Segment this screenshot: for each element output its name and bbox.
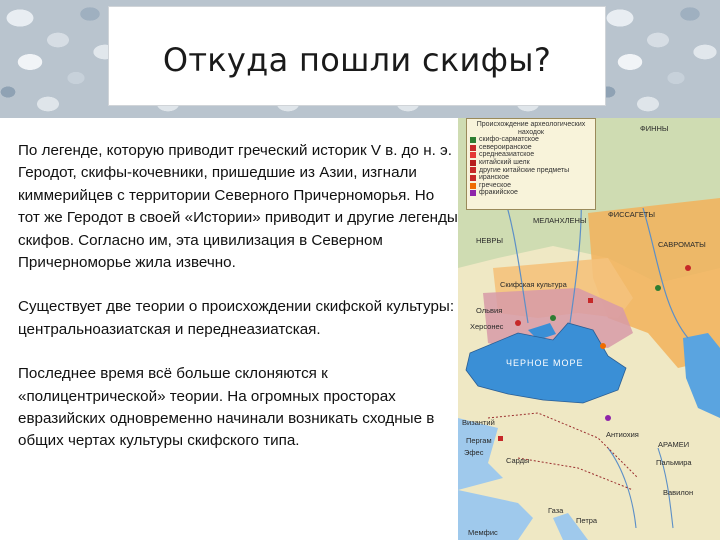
legend-item bbox=[470, 159, 592, 167]
map-place-label: Эфес bbox=[464, 448, 484, 457]
legend-item-label: китайский шелк bbox=[479, 158, 530, 166]
historical-map bbox=[458, 118, 720, 540]
map-place-label: ЧЕРНОЕ МОРЕ bbox=[506, 358, 584, 368]
legend-item-label: среднеазиатское bbox=[479, 151, 535, 159]
legend-symbol-icon bbox=[470, 160, 476, 166]
legend-item-label: скифо-сарматское bbox=[479, 136, 539, 144]
legend-symbol-icon bbox=[470, 190, 476, 196]
body-text bbox=[18, 140, 458, 475]
legend-symbol-icon bbox=[470, 175, 476, 181]
map-place-label: НЕВРЫ bbox=[476, 236, 504, 245]
title-box bbox=[108, 6, 606, 106]
legend-symbol-icon bbox=[470, 167, 476, 173]
map-place-label: Петра bbox=[576, 516, 598, 525]
legend-item-label: североиранское bbox=[479, 143, 532, 151]
map-place-label: Сарды bbox=[506, 456, 530, 465]
map-place-label: МЕЛАНХЛЕНЫ bbox=[533, 216, 587, 225]
slide-title: Откуда пошли скифы? bbox=[162, 41, 552, 79]
map-place-label: ФИННЫ bbox=[640, 124, 669, 133]
legend-item bbox=[470, 189, 592, 197]
map-place-label: Ольвия bbox=[476, 306, 503, 315]
legend-heading: Происхождение археологических находок bbox=[476, 121, 586, 136]
legend-symbol-icon bbox=[470, 145, 476, 151]
paragraph-polycentric: Последнее время всё больше склоняются к «полицентрической» теории. На огромных просторах евразийских одновременно начинали возникать сходные в общих чертах культуры скифского типа. bbox=[18, 365, 435, 450]
map-legend bbox=[466, 118, 596, 210]
map-place-label: Мемфис bbox=[468, 528, 498, 537]
legend-symbol-icon bbox=[470, 152, 476, 158]
legend-item bbox=[470, 151, 592, 159]
map-place-label: Скифская культура bbox=[500, 280, 567, 289]
legend-symbol-icon bbox=[470, 183, 476, 189]
map-place-label: Вавилон bbox=[663, 488, 694, 497]
legend-item-label: другие китайские предметы bbox=[479, 166, 570, 174]
map-place-label: Пергам bbox=[466, 436, 492, 445]
map-place-label: АРАМЕИ bbox=[658, 440, 690, 449]
legend-item-label: иранское bbox=[479, 174, 509, 182]
legend-item-label: греческое bbox=[479, 181, 512, 189]
legend-item bbox=[470, 167, 592, 175]
paragraph-theories: Существует две теории о происхождении скифской культуры: центральноазиатская и переднеазиатская. bbox=[18, 298, 455, 338]
map-place-label: ФИССАГЕТЫ bbox=[608, 210, 656, 219]
map-place-label: Херсонес bbox=[470, 322, 504, 331]
legend-item-label: фракийское bbox=[479, 189, 518, 197]
legend-item bbox=[470, 174, 592, 182]
map-place-label: Антиохия bbox=[606, 430, 639, 439]
legend-symbol-icon bbox=[470, 137, 476, 143]
map-place-label: Византий bbox=[462, 418, 495, 427]
map-place-label: Газа bbox=[548, 506, 564, 515]
paragraph-legend: По легенде, которую приводит греческий историк V в. до н. э. Геродот, скифы-кочевники, пришедшие из Азии, изгнали киммерийцев с территории Северного Причерноморья. Но тот же Геродот в своей «Истории» приводит и другие легенды скифов. Согласно им, эта цивилизация в Северном Причерноморье жила извечно. bbox=[18, 142, 458, 272]
map-place-label: САВРОМАТЫ bbox=[658, 240, 706, 249]
legend-item bbox=[470, 136, 592, 144]
legend-item bbox=[470, 144, 592, 152]
map-place-label: Пальмира bbox=[656, 458, 692, 467]
